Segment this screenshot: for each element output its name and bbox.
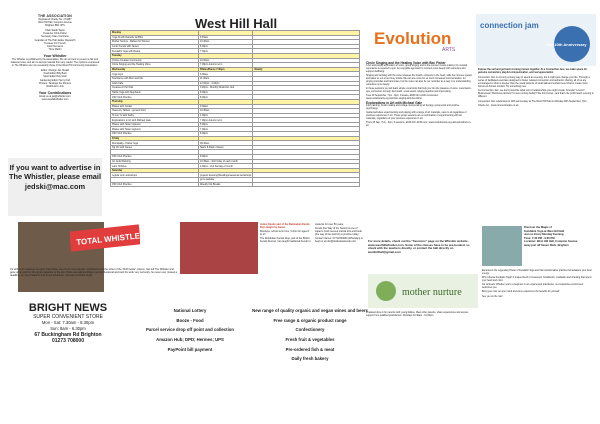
- schedule-row: [111, 182, 360, 187]
- bright-news-hours: Sun: 8am - 6.30pm: [50, 326, 86, 331]
- schedule-cell: Hatha Yoga with Stephanie: [111, 90, 199, 95]
- schedule-cell: 12.00pm - 4.00pm: [199, 81, 253, 86]
- advertise-text: If you want to advertise in The Whistler, please email jedski@mac.com: [8, 163, 101, 191]
- officer: Chair Sarah Taylor: [45, 29, 65, 33]
- product-item: Free range & organic product range: [273, 317, 347, 323]
- schedule-cell: Weekly Out Breaks: [199, 182, 253, 187]
- schedule-cell: 8.00pm: [199, 132, 253, 137]
- schedule-table: [110, 30, 360, 187]
- product-item: Daily fresh bakery: [291, 356, 329, 362]
- dog-paragraph: It's with much sadness to report that Pickle, one of our most popular contributors and the writer of the "Ruff Guide" column, has left The Whistler and gone on to work for the great magazine in the sky. Pickle was always diligent and professional and took his work very seriously, he never ever missed a deadline, he never failed to find a new adventure, and was a brilliant laugh.: [10, 268, 178, 278]
- schedule-cell: 5.00pm: [199, 122, 253, 127]
- whistler-heading: Your Whistler: [43, 53, 67, 58]
- schedule-cell: 9.15am: [199, 35, 253, 40]
- association-block: [10, 14, 100, 101]
- schedule-cell: [253, 182, 360, 187]
- mother-nurture-logo-text: mother nurture: [402, 287, 462, 298]
- bright-news-products: [250, 308, 370, 366]
- kendo-paragraph: Kendo (the Way of the Sword) is one of Japan's most revered martial arts and budo (the way of the warrior) to practice today.: [315, 226, 362, 236]
- schedule-cell: Mother Nurture - Babies for Women: [111, 40, 199, 45]
- schedule-cell: Circles Creative Community: [111, 58, 199, 63]
- evolution-paragraph: Guided activities experimenting and playing with a range of art materials, open to all regardless of previous experience in art. These group sessions are a combination of experimenting with art materials, regardless of your previous experience in art.: [366, 112, 467, 121]
- connection-logo-sub: Our 10th Anniversary: [546, 42, 587, 47]
- poster-line: Kundalini Yoga at West Hill Hall: [524, 229, 565, 233]
- dog-banner: [70, 222, 140, 254]
- schedule-cell: Explorations in Art with Michael Gale: [111, 118, 199, 123]
- evolution-paragraph: Inks, painting, brush-making and collage incorporating art therapy, group work and positive psychology.: [366, 105, 460, 111]
- evolution-logo-text: Evolution: [374, 29, 452, 48]
- evolution-paragraph: A fun and playful exploration of voice, group singing and in-the-moment music-making. No musical experience is required to join. An enjoyable approach to connect more deeply with ourselves and support wellbeing.: [366, 65, 468, 73]
- schedule-cell: Pilates with Helen Ingleson: [111, 122, 199, 127]
- mother-nurture-logo: [368, 274, 478, 308]
- poster-line: Time: 7:30 PM - 9:00 PM: [524, 236, 555, 240]
- poster-item: Experience the Legendary Power of Kundalini Yoga and this transformative practice that awakens your inner energy.: [482, 270, 592, 275]
- schedule-cell: 10.30am: [199, 40, 253, 45]
- schedule-cell: Monday: [111, 31, 199, 36]
- schedule-cell: 7.00pm Autumn term: [199, 63, 253, 68]
- bright-news-address: 67 Buckingham Rd Brighton: [34, 332, 102, 338]
- schedule-cell: Pilates with Jordan: [111, 104, 199, 109]
- schedule-cell: Creative Art for Kids: [111, 86, 199, 91]
- schedule-cell: Weekly: [253, 67, 360, 72]
- schedule-cell: 3.45pm - Monthly Music/Art club: [199, 86, 253, 91]
- connection-quote: Expose the self and get back to being human together. At a Connection Jam, we make space for genuine connection, playful communication, and real appreciation: [478, 68, 587, 74]
- schedule-cell: 1.00pm: [199, 113, 253, 118]
- schedule-cell: 5.00pm: [199, 44, 253, 49]
- yoga-poster-list: [482, 270, 594, 300]
- schedule-cell: Tea Dance with Mum and Me: [111, 76, 199, 81]
- connection-jam-logo: [476, 14, 596, 66]
- staff-line: Distribution: Aris: [46, 84, 64, 88]
- product-item: New range of quality organic and vegan wines and beers: [252, 308, 368, 313]
- schedule-cell: 6.00pm: [199, 90, 253, 95]
- staff-line: Sport Editor Ray Stulz: [43, 75, 67, 79]
- schedule-cell: Taj Chi with James: [111, 145, 199, 150]
- schedule-cell: 9.00am: [199, 72, 253, 77]
- connection-logo-text: connection jam: [480, 21, 539, 30]
- schedule-cell: Circle Singing and the Healing Voice: [111, 63, 199, 68]
- kendo-paragraph: Contact James: 07712340000 (WhatsApp is best) or at info@dutskukankendo.com: [315, 236, 363, 243]
- schedule-cell: 15th Club Practice: [111, 132, 199, 137]
- association-line: Brighton BN1 3PS: [45, 24, 65, 28]
- kendo-paragraph: The Dutskukan Kendo Dojo, part of the British Kendo Renmei, has taught traditional Kendo to students for over 50 years.: [260, 223, 344, 243]
- schedule-cell: 15th Club Practice: [111, 95, 199, 100]
- schedule-cell: 10.45am - 3rd Friday of each month: [199, 159, 253, 164]
- poster-line: Location: West Hill Hall, Compton Avenue: [524, 240, 578, 244]
- schedule-cell: 9.30am: [199, 104, 253, 109]
- dog-article: [10, 268, 180, 277]
- kendo-article: [260, 224, 366, 244]
- evolution-article: [366, 60, 472, 129]
- schedule-cell: Junior Kendo with James: [111, 44, 199, 49]
- poster-item: Bring your mat, an open mind and come experience the benefits for yourself.: [482, 291, 560, 294]
- staff-line: Printers: Tanslogo the Printers: [39, 81, 71, 85]
- schedule-cell: go to website: [199, 178, 253, 183]
- schedule-cell: Pilates with Helen Ingleson: [111, 127, 199, 132]
- yoga-poster-heading: [524, 226, 594, 248]
- schedule-cell: 15th Club Practice: [111, 182, 199, 187]
- bright-news-ad: [10, 300, 126, 344]
- evolution-paragraph: In these sessions you will learn simple vocal tools that help you into the pleasure of voice: vocal warm-ups, connection to body, the breath, vocal sound, singing together and improvising.: [366, 87, 472, 93]
- product-item: Fresh fruit & vegetables: [285, 337, 335, 343]
- contributions-heading: Your Contributions: [38, 90, 72, 95]
- poster-line: Discover the Magic of: [524, 226, 552, 229]
- bright-news-title: BRIGHT NEWS: [28, 302, 108, 314]
- poster-item: Why Choose Kundalini Yoga? A unique blend of movement, breathwork, meditation and chanting that opens your heart and mind.: [482, 277, 592, 283]
- schedule-cell: Tuesday: [111, 53, 199, 58]
- association-line: West Hill Hall, Compton Avenue: [38, 21, 72, 25]
- schedule-cell: 10.30am: [199, 109, 253, 114]
- schedule-cell: Heavenly Tablets - general food: [111, 109, 199, 114]
- contrib-line: www.westhillwhistler.com: [41, 97, 69, 101]
- schedule-cell: 11.00am: [199, 76, 253, 81]
- dog-banner-text: TOTAL WHISTLE: [75, 231, 140, 247]
- schedule-cell: Art Guild Painting: [111, 159, 199, 164]
- service-item: Amazon Hub; DPD; Hermes; UPS: [156, 337, 224, 343]
- schedule-cell: regular term workshops: [111, 173, 199, 178]
- connection-paragraph: Check out - www.connectionjam.co.uk: [478, 104, 519, 107]
- schedule-cell: Adult Cafe: [111, 81, 199, 86]
- schedule-cell: Yoga Gym: [111, 72, 199, 77]
- mother-nurture-article: [366, 312, 476, 319]
- advertise-box: [8, 158, 102, 216]
- connection-paragraph: As Connection Jam, we don't prescribe what sort of relationships you might create. Friends? Lovers? Businesses? Business partners? A new running buddy? We don't know - and that's the point! Each evening is different.: [478, 89, 594, 98]
- contact-text: For more details, check out the "Sessions" page on the Whistler website - www.westhillwhistler.com. Some of the classes have to be pre-booked, so check with the teachers directly, or contact the hall directly on westhillhall@gmail.com: [368, 239, 470, 254]
- association-title: THE ASSOCIATION: [38, 14, 72, 18]
- hall-title: West Hill Hall: [194, 16, 278, 31]
- schedule-cell: 09.30am: [199, 141, 253, 146]
- product-item: Pre-ordered fish & meat: [285, 346, 335, 352]
- evolution-paragraph: Singing and working with the voice releases the breath, connects to the heart, stills the nervous system and takes us out of our busy minds. We can use voice for so much increased communication, for singing melodies and harmonies, but the voice can also be our reminder as a way in to understanding ourselves more deeply.: [366, 74, 472, 86]
- officer: Trustees Jim French: [44, 41, 66, 45]
- schedule-cell: Mumstallig - Hatha Yoga: [111, 141, 199, 146]
- poster-item: For all levels: Whether you're a beginner or an experienced practitioner, our supportive environment welcomes you.: [482, 284, 584, 290]
- kendo-photo: [180, 222, 258, 274]
- schedule-cell: projects listening/Weddings/seasonal workshops: [200, 173, 252, 177]
- officer: Treasurer Chris Fisher: [43, 32, 67, 36]
- schedule-cell: 10.00am: [199, 58, 253, 63]
- staff-line: Food Editor Billy Bodi: [43, 72, 67, 76]
- kendo-title: Junior Kendo part of the Dutskukan Kendo Dojo taught by James: [260, 223, 310, 229]
- kendo-paragraph: Mondays, school term time, 5-6pm for ages 8 to 17.: [260, 229, 309, 236]
- schedule-cell: 8.00pm: [199, 155, 253, 160]
- schedule-cell: Hi Lou Yo with Kathy: [111, 113, 199, 118]
- contrib-line: Email us at jan@whistler.com: [39, 94, 71, 98]
- product-item: Confectionery: [295, 327, 325, 333]
- schedule-cell: 7.00pm: [199, 127, 253, 132]
- schedule-cell: Kundalini Yoga with Bonita: [111, 49, 199, 54]
- evolution-title-1: Circle Singing and the Healing Voice with Bec Fisher: [366, 61, 446, 65]
- schedule-cell: Wednesday: [111, 67, 199, 72]
- service-item: Parcel service drop off point and collection: [145, 327, 235, 333]
- staff-line: Gardening Editor Henry Fish: [39, 78, 71, 82]
- schedule-cell: Thursday: [111, 99, 199, 104]
- bright-news-sub: SUPER CONVENIENT STORE: [33, 314, 103, 320]
- schedule-cell: 7.30pm: [199, 49, 253, 54]
- connection-article: [478, 68, 594, 109]
- whistler-text: The Whistler is published by the Association. We do our best to present a fair and balanced view, and aim to accept material from any reader. The opinions expressed in The Whistler are not necessarily those of the West Hill Community Association.: [10, 57, 100, 68]
- connection-paragraph: Connection Jam is not only a lovely way to spend an evening, but it might just change your life. Through a series of facilitated exercises designed to foster relaxed connection and authentic sharing, all of us are encouraged to drop in deeper than the usual patterns of small talk and surface level chat to create more human-to-human contact. Try something new.: [478, 75, 590, 88]
- schedule-cell: Latin Children: [111, 164, 199, 169]
- schedule-cell: 8.00pm: [199, 95, 253, 100]
- yoga-photo: [482, 226, 522, 266]
- evolution-logo: [372, 18, 462, 58]
- evolution-paragraph: Tues 30 September, 7pm - 9pm, 9 weeks, £180 full / £140 concession. www.evolutionarts.org.uk/circle-singing-with-bec-fisher: [366, 94, 439, 100]
- connection-paragraph: Connection Jam celebrates its 10th anniversary at The West Hill Hall on Monday 29th September, 7pm.: [478, 99, 588, 103]
- officer: Guardian of The Hall Jackie Clayworth: [34, 38, 76, 42]
- evolution-paragraph: Thurs 25 Sep, 7pm - 9pm, 9 sessions, £160 full / £135 conc. www.evolutionarts.org.uk/explorations-in-art: [366, 122, 472, 128]
- schedule-cell: Saturday: [111, 168, 199, 173]
- service-item: National Lottery: [173, 308, 207, 313]
- service-item: Booze - Food: [176, 317, 204, 323]
- schedule-cell: Starts 8.30am classes: [199, 145, 253, 150]
- officer: Secretary Clare Cochrane: [41, 35, 69, 39]
- schedule-cell: 7.00pm Autumn term: [199, 118, 253, 123]
- evolution-logo-sub: ARTS: [442, 47, 456, 53]
- officer: Carol Nemeroo: [46, 44, 64, 48]
- bright-news-hours: Mon - Sat: 7.30am - 8.30pm: [41, 320, 95, 325]
- mother-nurture-paragraph: A relaxed drop-in for parents with young babies. Meet other parents, share experiences and access support from qualified practitioners. Mondays 10.30am - 12.00pm.: [366, 312, 469, 317]
- bright-news-services: [130, 308, 250, 356]
- evolution-title-2: Explorations in Art with Michael Gale: [366, 101, 423, 106]
- schedule-cell: 4.00pm - 2nd Sunday of month: [199, 164, 253, 169]
- association-line: Registered Charity No. 274387: [38, 18, 72, 21]
- service-item: PayPoint bill payment: [167, 346, 213, 352]
- schedule-cell: 15th Club Practice: [111, 155, 199, 160]
- bright-news-phone: 01273 708000: [52, 338, 84, 344]
- staff-line: Editor / Design Jan Herald: [41, 69, 69, 73]
- schedule-cell: Pilates/Dance 7.30pm: [199, 67, 253, 72]
- contact-box: [368, 240, 478, 270]
- poster-line: Join us Every Monday Evening: [524, 233, 564, 237]
- poster-line: away just off Seven Dials, Brighton: [524, 243, 569, 247]
- schedule-cell: Friday: [111, 136, 199, 141]
- schedule-cell: Yoga fit with Danielle Griffiths: [111, 35, 199, 40]
- officer: Trixie Martin: [48, 47, 62, 51]
- poster-item: See you on the mat!: [482, 295, 503, 298]
